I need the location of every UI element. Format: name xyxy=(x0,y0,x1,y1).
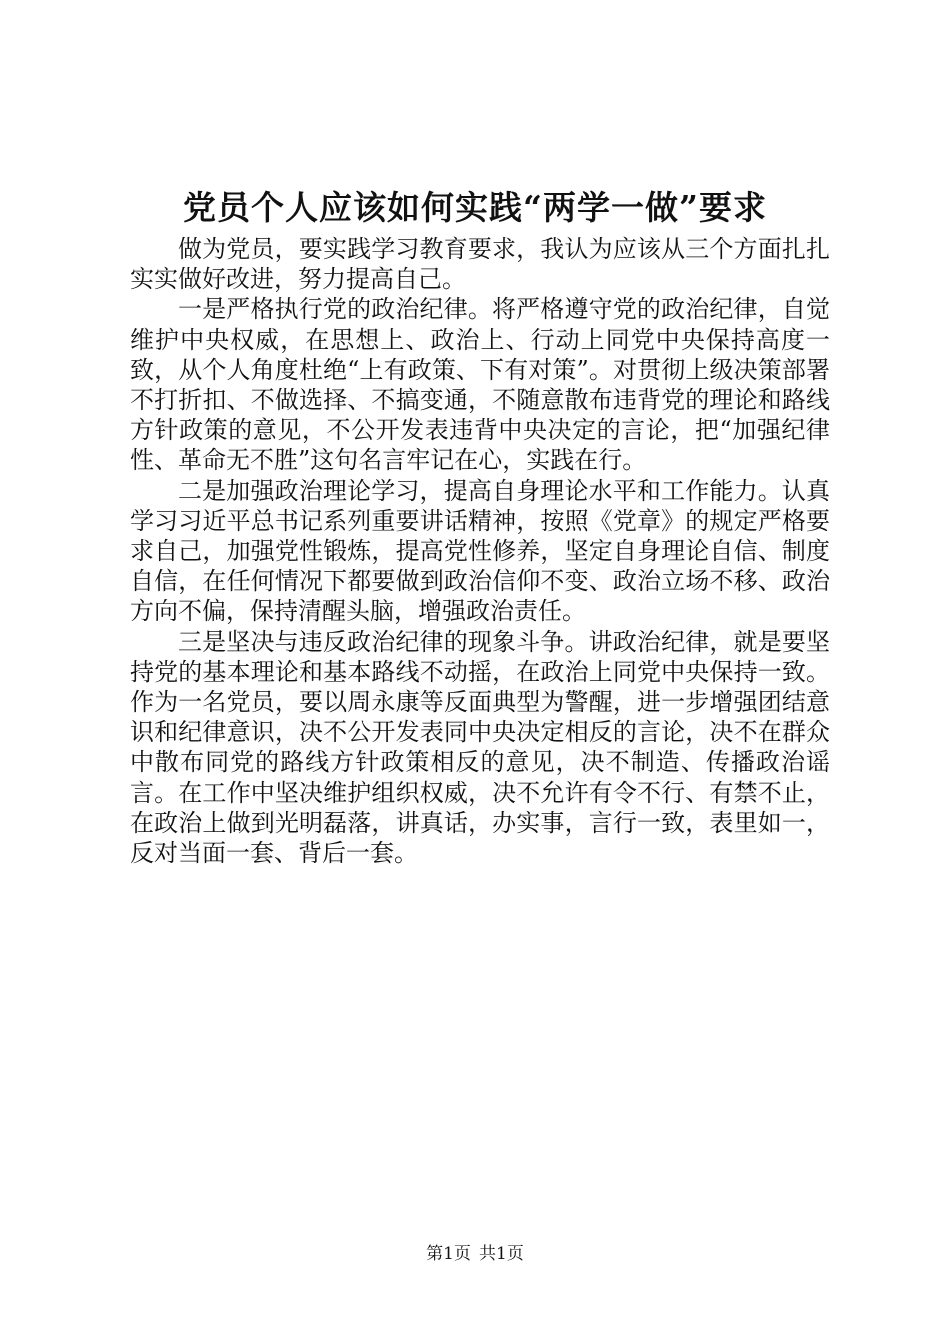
page-total: 共1页 xyxy=(479,1244,524,1264)
paragraph-point-three: 三是坚决与违反政治纪律的现象斗争。讲政治纪律，就是要坚持党的基本理论和基本路线不动摇，在政治上同党中央保持一致。作为一名党员，要以周永康等反面典型为警醒，进一步增强团结意识和纪律意识，决不公开发表同中央决定相反的言论，决不在群众中散布同党的路线方针政策相反的意见，决不制造、传播政治谣言。在工作中坚决维护组织权威，决不允许有令不行、有禁不止，在政治上做到光明磊落，讲真话，办实事，言行一致，表里如一，反对当面一套、背后一套。 xyxy=(130,627,830,868)
paragraph-point-one: 一是严格执行党的政治纪律。将严格遵守党的政治纪律，自觉维护中央权威，在思想上、政治上、行动上同党中央保持高度一致，从个人角度杜绝“上有政策、下有对策”。对贯彻上级决策部署不打折扣、不做选择、不搞变通，不随意散布违背党的理论和路线方针政策的意见，不公开发表违背中央决定的言论，把“加强纪律性、革命无不胜”这句名言牢记在心，实践在行。 xyxy=(130,295,830,475)
document-body xyxy=(130,234,830,868)
document-title: 党员个人应该如何实践“两学一做”要求 xyxy=(183,188,767,227)
paragraph-intro: 做为党员，要实践学习教育要求，我认为应该从三个方面扎扎实实做好改进，努力提高自己。 xyxy=(130,235,830,294)
paragraph-point-two: 二是加强政治理论学习，提高自身理论水平和工作能力。认真学习习近平总书记系列重要讲话精神，按照《党章》的规定严格要求自己，加强党性锻炼，提高党性修养，坚定自身理论自信、制度自信，在任何情况下都要做到政治信仰不变、政治立场不移、政治方向不偏，保持清醒头脑，增强政治责任。 xyxy=(130,476,830,626)
page-footer xyxy=(0,1242,950,1266)
page-number: 第1页 xyxy=(426,1244,471,1264)
